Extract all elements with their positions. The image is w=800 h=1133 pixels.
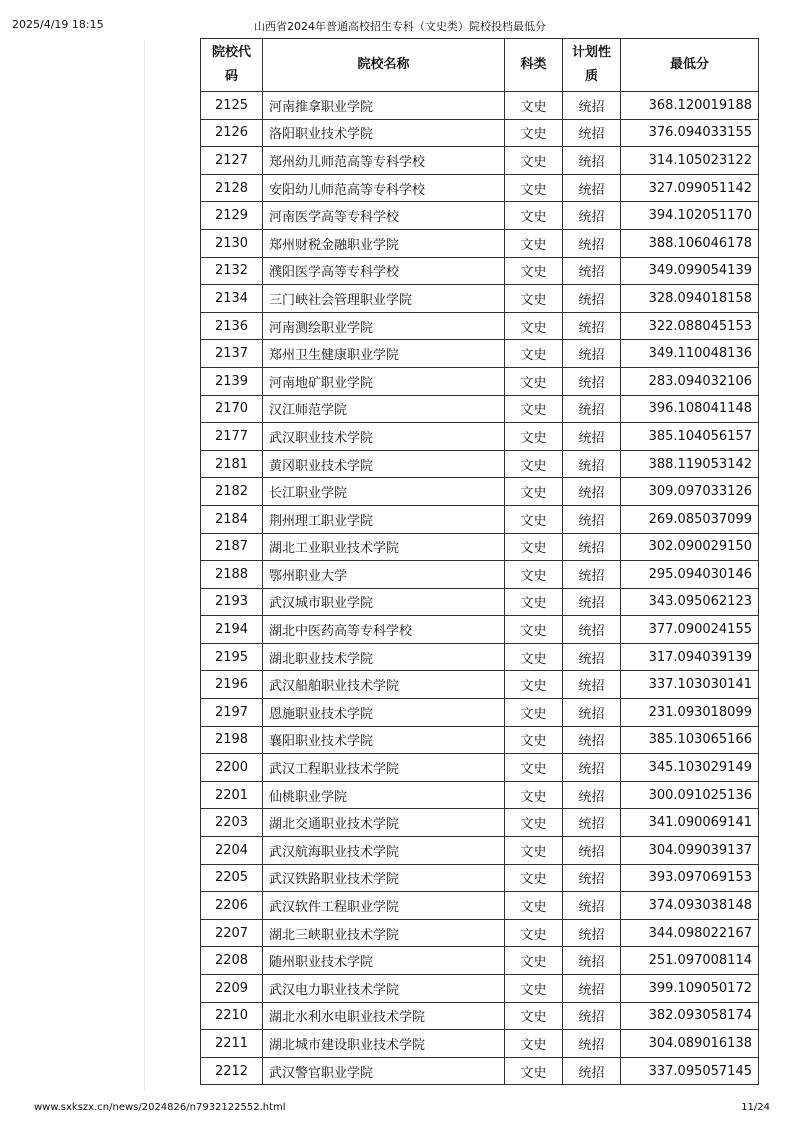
cell-plan-type: 统招 [563,340,621,368]
cell-min-score: 399.109050172 [621,975,759,1003]
cell-min-score: 344.098022167 [621,919,759,947]
table-row [201,285,759,313]
cell-school-name: 武汉软件工程职业学院 [263,892,505,920]
cell-min-score: 304.089016138 [621,1030,759,1058]
cell-min-score: 269.085037099 [621,505,759,533]
table-row [201,119,759,147]
cell-plan-type: 统招 [563,450,621,478]
cell-plan-type: 统招 [563,561,621,589]
cell-plan-type: 统招 [563,671,621,699]
print-datetime: 2025/4/19 18:15 [12,18,104,31]
cell-min-score: 382.093058174 [621,1002,759,1030]
cell-plan-type: 统招 [563,837,621,865]
cell-school-code: 2204 [201,837,263,865]
cell-plan-type: 统招 [563,947,621,975]
table-row [201,837,759,865]
cell-school-name: 湖北工业职业技术学院 [263,533,505,561]
cell-school-code: 2198 [201,726,263,754]
cell-min-score: 337.103030141 [621,671,759,699]
cell-min-score: 388.119053142 [621,450,759,478]
cell-school-name: 河南医学高等专科学校 [263,202,505,230]
cell-subject-type: 文史 [505,892,563,920]
cell-subject-type: 文史 [505,1030,563,1058]
cell-school-name: 荆州理工职业学院 [263,505,505,533]
cell-plan-type: 统招 [563,892,621,920]
table-row [201,257,759,285]
cell-subject-type: 文史 [505,616,563,644]
cell-min-score: 304.099039137 [621,837,759,865]
cell-min-score: 341.090069141 [621,809,759,837]
cell-school-code: 2181 [201,450,263,478]
table-row [201,174,759,202]
cell-school-name: 长江职业学院 [263,478,505,506]
cell-subject-type: 文史 [505,202,563,230]
table-row [201,616,759,644]
cell-plan-type: 统招 [563,174,621,202]
cell-plan-type: 统招 [563,975,621,1003]
table-row [201,919,759,947]
cell-subject-type: 文史 [505,312,563,340]
table-row [201,340,759,368]
table-row [201,395,759,423]
table-row [201,1002,759,1030]
table-row [201,478,759,506]
cell-min-score: 314.105023122 [621,147,759,175]
cell-school-code: 2208 [201,947,263,975]
table-row [201,147,759,175]
cell-school-code: 2203 [201,809,263,837]
cell-min-score: 385.103065166 [621,726,759,754]
cell-school-name: 黄冈职业技术学院 [263,450,505,478]
cell-plan-type: 统招 [563,119,621,147]
cell-plan-type: 统招 [563,1030,621,1058]
cell-plan-type: 统招 [563,809,621,837]
cell-subject-type: 文史 [505,505,563,533]
cell-school-code: 2129 [201,202,263,230]
cell-subject-type: 文史 [505,837,563,865]
cell-min-score: 231.093018099 [621,699,759,727]
table-header-row [201,39,759,92]
table-row [201,699,759,727]
cell-subject-type: 文史 [505,1057,563,1085]
cell-min-score: 337.095057145 [621,1057,759,1085]
cell-school-name: 襄阳职业技术学院 [263,726,505,754]
table-row [201,947,759,975]
cell-subject-type: 文史 [505,119,563,147]
cell-min-score: 309.097033126 [621,478,759,506]
table-row [201,202,759,230]
table-row [201,726,759,754]
cell-min-score: 295.094030146 [621,561,759,589]
cell-subject-type: 文史 [505,147,563,175]
cell-plan-type: 统招 [563,285,621,313]
cell-plan-type: 统招 [563,726,621,754]
table-row [201,312,759,340]
cell-plan-type: 统招 [563,202,621,230]
page-url: www.sxkszx.cn/news/2024826/n7932122552.html [34,1102,286,1113]
cell-subject-type: 文史 [505,450,563,478]
cell-school-code: 2136 [201,312,263,340]
cell-subject-type: 文史 [505,92,563,120]
cell-school-code: 2170 [201,395,263,423]
cell-school-name: 鄂州职业大学 [263,561,505,589]
page-number: 11/24 [741,1102,770,1113]
cell-school-code: 2211 [201,1030,263,1058]
cell-subject-type: 文史 [505,919,563,947]
cell-plan-type: 统招 [563,478,621,506]
cell-school-code: 2130 [201,229,263,257]
cell-subject-type: 文史 [505,533,563,561]
cell-subject-type: 文史 [505,809,563,837]
table-row [201,588,759,616]
cell-subject-type: 文史 [505,1002,563,1030]
cell-school-code: 2184 [201,505,263,533]
cell-school-name: 湖北职业技术学院 [263,643,505,671]
cell-plan-type: 统招 [563,92,621,120]
cell-subject-type: 文史 [505,947,563,975]
cell-min-score: 251.097008114 [621,947,759,975]
cell-school-code: 2139 [201,367,263,395]
cell-min-score: 385.104056157 [621,423,759,451]
cell-min-score: 349.110048136 [621,340,759,368]
cell-plan-type: 统招 [563,257,621,285]
cell-school-name: 安阳幼儿师范高等专科学校 [263,174,505,202]
cell-subject-type: 文史 [505,781,563,809]
cell-school-name: 武汉航海职业技术学院 [263,837,505,865]
cell-plan-type: 统招 [563,229,621,257]
cell-school-name: 武汉电力职业技术学院 [263,975,505,1003]
cell-subject-type: 文史 [505,478,563,506]
cell-school-name: 武汉警官职业学院 [263,1057,505,1085]
table-row [201,754,759,782]
cell-subject-type: 文史 [505,257,563,285]
cell-school-code: 2197 [201,699,263,727]
cell-subject-type: 文史 [505,726,563,754]
table-row [201,1030,759,1058]
cell-school-code: 2201 [201,781,263,809]
table-row [201,864,759,892]
cell-plan-type: 统招 [563,423,621,451]
cell-school-code: 2128 [201,174,263,202]
cell-plan-type: 统招 [563,533,621,561]
cell-school-code: 2188 [201,561,263,589]
cell-min-score: 377.090024155 [621,616,759,644]
cell-subject-type: 文史 [505,423,563,451]
cell-min-score: 302.090029150 [621,533,759,561]
cell-plan-type: 统招 [563,1002,621,1030]
table-row [201,505,759,533]
table-row [201,781,759,809]
cell-subject-type: 文史 [505,340,563,368]
table-row [201,892,759,920]
cell-min-score: 374.093038148 [621,892,759,920]
cell-school-code: 2182 [201,478,263,506]
cell-min-score: 345.103029149 [621,754,759,782]
header-min-score: 最低分 [621,39,759,92]
page-title: 山西省2024年普通高校招生专科（文史类）院校投档最低分 [254,20,546,33]
table-row [201,809,759,837]
table-row [201,92,759,120]
cell-min-score: 393.097069153 [621,864,759,892]
cell-plan-type: 统招 [563,588,621,616]
header-plan-type: 计划性质 [563,39,621,92]
cell-school-name: 郑州财税金融职业学院 [263,229,505,257]
cell-school-name: 洛阳职业技术学院 [263,119,505,147]
cell-plan-type: 统招 [563,367,621,395]
cell-plan-type: 统招 [563,919,621,947]
cell-plan-type: 统招 [563,1057,621,1085]
cell-plan-type: 统招 [563,643,621,671]
table-row [201,643,759,671]
score-table [200,38,759,1085]
cell-school-name: 湖北三峡职业技术学院 [263,919,505,947]
cell-subject-type: 文史 [505,395,563,423]
cell-school-name: 河南测绘职业学院 [263,312,505,340]
cell-school-code: 2126 [201,119,263,147]
cell-plan-type: 统招 [563,781,621,809]
page-divider-line [144,40,145,1090]
cell-school-name: 武汉铁路职业技术学院 [263,864,505,892]
header-school-code: 院校代码 [201,39,263,92]
cell-min-score: 283.094032106 [621,367,759,395]
cell-school-code: 2193 [201,588,263,616]
cell-subject-type: 文史 [505,975,563,1003]
cell-min-score: 396.108041148 [621,395,759,423]
cell-school-code: 2209 [201,975,263,1003]
header-subject-type: 科类 [505,39,563,92]
cell-school-name: 濮阳医学高等专科学校 [263,257,505,285]
cell-school-code: 2127 [201,147,263,175]
cell-school-name: 汉江师范学院 [263,395,505,423]
cell-subject-type: 文史 [505,588,563,616]
cell-subject-type: 文史 [505,699,563,727]
cell-plan-type: 统招 [563,699,621,727]
cell-subject-type: 文史 [505,367,563,395]
cell-school-name: 湖北交通职业技术学院 [263,809,505,837]
cell-school-code: 2132 [201,257,263,285]
table-row [201,450,759,478]
cell-min-score: 376.094033155 [621,119,759,147]
cell-school-name: 郑州卫生健康职业学院 [263,340,505,368]
cell-min-score: 317.094039139 [621,643,759,671]
cell-min-score: 388.106046178 [621,229,759,257]
cell-subject-type: 文史 [505,229,563,257]
cell-plan-type: 统招 [563,395,621,423]
cell-min-score: 327.099051142 [621,174,759,202]
cell-subject-type: 文史 [505,643,563,671]
cell-subject-type: 文史 [505,864,563,892]
cell-school-name: 武汉工程职业技术学院 [263,754,505,782]
table-row [201,423,759,451]
cell-school-code: 2207 [201,919,263,947]
cell-school-code: 2212 [201,1057,263,1085]
table-row [201,1057,759,1085]
cell-school-code: 2134 [201,285,263,313]
cell-school-name: 湖北中医药高等专科学校 [263,616,505,644]
cell-school-name: 武汉职业技术学院 [263,423,505,451]
cell-school-name: 随州职业技术学院 [263,947,505,975]
cell-plan-type: 统招 [563,312,621,340]
cell-min-score: 394.102051170 [621,202,759,230]
table-row [201,367,759,395]
cell-min-score: 328.094018158 [621,285,759,313]
cell-school-name: 三门峡社会管理职业学院 [263,285,505,313]
cell-plan-type: 统招 [563,616,621,644]
cell-school-name: 湖北城市建设职业技术学院 [263,1030,505,1058]
table-row [201,533,759,561]
cell-school-name: 郑州幼儿师范高等专科学校 [263,147,505,175]
cell-school-code: 2195 [201,643,263,671]
cell-school-code: 2187 [201,533,263,561]
cell-school-code: 2206 [201,892,263,920]
cell-min-score: 349.099054139 [621,257,759,285]
cell-school-name: 湖北水利水电职业技术学院 [263,1002,505,1030]
cell-subject-type: 文史 [505,754,563,782]
cell-school-code: 2125 [201,92,263,120]
cell-school-code: 2210 [201,1002,263,1030]
header-school-name: 院校名称 [263,39,505,92]
cell-school-name: 恩施职业技术学院 [263,699,505,727]
table-row [201,671,759,699]
cell-school-name: 河南地矿职业学院 [263,367,505,395]
table-row [201,975,759,1003]
cell-school-name: 仙桃职业学院 [263,781,505,809]
table-row [201,229,759,257]
table-row [201,561,759,589]
cell-subject-type: 文史 [505,671,563,699]
cell-plan-type: 统招 [563,864,621,892]
cell-min-score: 300.091025136 [621,781,759,809]
cell-school-code: 2205 [201,864,263,892]
cell-plan-type: 统招 [563,505,621,533]
cell-school-name: 河南推拿职业学院 [263,92,505,120]
cell-plan-type: 统招 [563,147,621,175]
cell-school-code: 2177 [201,423,263,451]
cell-school-code: 2200 [201,754,263,782]
cell-subject-type: 文史 [505,285,563,313]
cell-school-name: 武汉船舶职业技术学院 [263,671,505,699]
cell-min-score: 322.088045153 [621,312,759,340]
cell-plan-type: 统招 [563,754,621,782]
cell-school-name: 武汉城市职业学院 [263,588,505,616]
cell-school-code: 2137 [201,340,263,368]
cell-min-score: 343.095062123 [621,588,759,616]
cell-school-code: 2194 [201,616,263,644]
cell-subject-type: 文史 [505,174,563,202]
cell-school-code: 2196 [201,671,263,699]
cell-subject-type: 文史 [505,561,563,589]
cell-min-score: 368.120019188 [621,92,759,120]
